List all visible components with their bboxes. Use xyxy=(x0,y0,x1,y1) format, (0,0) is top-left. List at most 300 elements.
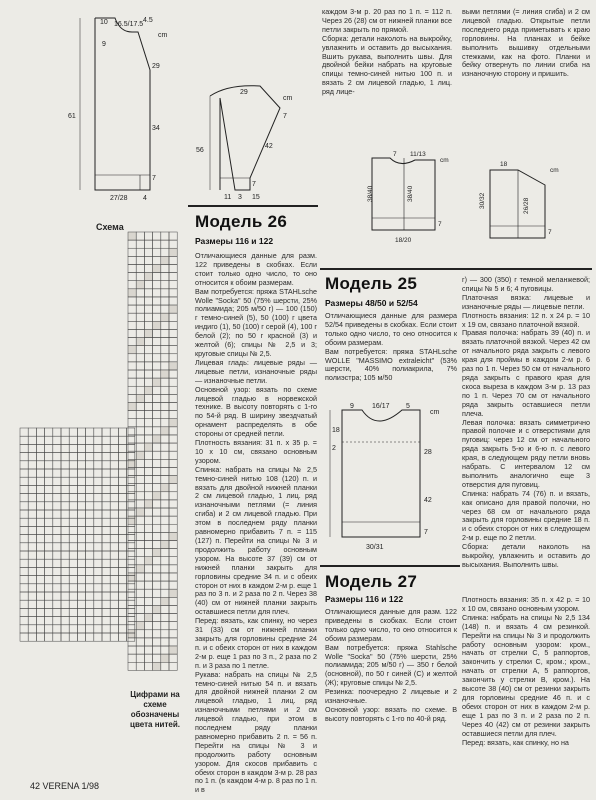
model26-title: Модель 26 xyxy=(195,212,288,231)
chart-cell xyxy=(20,444,28,452)
chart-cell xyxy=(128,354,136,362)
chart-cell xyxy=(110,625,118,633)
chart-cell xyxy=(77,502,85,510)
chart-cell xyxy=(153,362,161,370)
chart-cell xyxy=(94,502,102,510)
chart-cell xyxy=(77,444,85,452)
chart-cell xyxy=(161,597,169,605)
chart-cell xyxy=(136,313,144,321)
chart-cell xyxy=(169,354,177,362)
chart-cell xyxy=(94,436,102,444)
chart-cell xyxy=(20,461,28,469)
chart-cell xyxy=(161,281,169,289)
chart-cell xyxy=(53,510,61,518)
chart-cell xyxy=(110,526,118,534)
chart-cell xyxy=(161,378,169,386)
chart-cell xyxy=(53,526,61,534)
chart-cell xyxy=(77,584,85,592)
divider-model27-top xyxy=(320,565,460,567)
chart-cell xyxy=(110,600,118,608)
chart-cell xyxy=(28,625,36,633)
chart-cell xyxy=(36,600,44,608)
model25-title: Модель 25 xyxy=(325,274,418,293)
chart-cell xyxy=(77,625,85,633)
divider-model26-top xyxy=(188,205,318,207)
chart-cell xyxy=(136,654,144,662)
chart-cell xyxy=(161,232,169,240)
chart-cell xyxy=(118,608,126,616)
chart-cell xyxy=(45,436,53,444)
chart-cell xyxy=(20,477,28,485)
chart-cell xyxy=(69,559,77,567)
model25-sizes: Размеры 48/50 и 52/54 xyxy=(325,298,418,308)
chart-cell xyxy=(53,608,61,616)
chart-cell xyxy=(86,444,94,452)
chart-cell xyxy=(144,329,152,337)
chart-cell xyxy=(169,297,177,305)
chart-cell xyxy=(69,584,77,592)
chart-cell xyxy=(169,614,177,622)
chart-cell xyxy=(169,630,177,638)
chart-cell xyxy=(28,502,36,510)
chart-cell xyxy=(94,510,102,518)
diagram-label: 18/20 xyxy=(395,237,412,244)
chart-cell xyxy=(28,485,36,493)
chart-cell xyxy=(144,402,152,410)
chart-cell xyxy=(77,510,85,518)
chart-cell xyxy=(36,608,44,616)
chart-cell xyxy=(153,492,161,500)
chart-cell xyxy=(110,576,118,584)
chart-cell xyxy=(94,453,102,461)
chart-cell xyxy=(36,559,44,567)
chart-cell xyxy=(53,576,61,584)
diagram-label: 4 xyxy=(143,195,147,202)
chart-cell xyxy=(169,451,177,459)
chart-cell xyxy=(36,567,44,575)
chart-cell xyxy=(169,273,177,281)
diagram-label: 9 xyxy=(102,41,106,48)
chart-cell xyxy=(86,543,94,551)
chart-cell xyxy=(153,565,161,573)
chart-cell xyxy=(144,232,152,240)
chart-cell xyxy=(110,436,118,444)
chart-cell xyxy=(69,576,77,584)
chart-cell xyxy=(61,633,69,641)
chart-cell xyxy=(86,510,94,518)
chart-cell xyxy=(61,567,69,575)
chart-cell xyxy=(36,469,44,477)
chart-cell xyxy=(169,549,177,557)
chart-cell xyxy=(36,485,44,493)
chart-cell xyxy=(136,370,144,378)
chart-cell xyxy=(77,576,85,584)
chart-cell xyxy=(153,476,161,484)
chart-cell xyxy=(136,402,144,410)
chart-cell xyxy=(153,443,161,451)
chart-cell xyxy=(144,321,152,329)
chart-cell xyxy=(102,461,110,469)
chart-cell xyxy=(69,543,77,551)
chart-cell xyxy=(169,256,177,264)
chart-cell xyxy=(53,502,61,510)
chart-cell xyxy=(161,622,169,630)
diagram-label: 5 xyxy=(406,403,410,410)
chart-cell xyxy=(28,559,36,567)
chart-cell xyxy=(28,494,36,502)
chart-cell xyxy=(45,559,53,567)
chart-cell xyxy=(110,428,118,436)
chart-cell xyxy=(136,419,144,427)
chart-cell xyxy=(144,516,152,524)
chart-cell xyxy=(153,508,161,516)
diagram-label: 15 xyxy=(252,194,260,201)
model26-sizes: Размеры 116 и 122 xyxy=(195,236,274,246)
chart-cell xyxy=(136,289,144,297)
chart-cell xyxy=(77,633,85,641)
chart-cell xyxy=(144,411,152,419)
chart-cell xyxy=(136,630,144,638)
diagram-label: 18 xyxy=(332,427,340,434)
chart-cell xyxy=(136,549,144,557)
chart-cell xyxy=(20,584,28,592)
chart-cell xyxy=(86,502,94,510)
chart-cell xyxy=(20,535,28,543)
diagram-model25-front xyxy=(360,150,470,250)
diagram-label: 56 xyxy=(196,147,204,154)
diagram-label: 18 xyxy=(500,161,508,168)
chart-cell xyxy=(102,543,110,551)
chart-cell xyxy=(102,494,110,502)
chart-cell xyxy=(102,608,110,616)
chart-cell xyxy=(144,378,152,386)
chart-cell xyxy=(161,305,169,313)
chart-cell xyxy=(94,428,102,436)
chart-cell xyxy=(128,248,136,256)
chart-cell xyxy=(69,551,77,559)
chart-cell xyxy=(169,232,177,240)
chart-cell xyxy=(61,469,69,477)
chart-cell xyxy=(153,467,161,475)
chart-cell xyxy=(153,654,161,662)
chart-cell xyxy=(169,419,177,427)
diagram-label: 61 xyxy=(68,113,76,120)
chart-cell xyxy=(118,477,126,485)
chart-cell xyxy=(20,617,28,625)
chart-cell xyxy=(144,451,152,459)
chart-cell xyxy=(28,518,36,526)
chart-cell xyxy=(161,273,169,281)
chart-cell xyxy=(169,500,177,508)
chart-cell xyxy=(169,484,177,492)
chart-cell xyxy=(36,494,44,502)
chart-cell xyxy=(61,494,69,502)
diagram-label: 7 xyxy=(283,113,287,120)
chart-cell xyxy=(45,543,53,551)
chart-cell xyxy=(61,600,69,608)
chart-cell xyxy=(45,444,53,452)
chart-cell xyxy=(77,469,85,477)
chart-cell xyxy=(77,592,85,600)
chart-cell xyxy=(169,654,177,662)
chart-cell xyxy=(153,614,161,622)
chart-cell xyxy=(61,518,69,526)
chart-cell xyxy=(94,485,102,493)
chart-cell xyxy=(161,338,169,346)
chart-cell xyxy=(161,476,169,484)
chart-cell xyxy=(144,597,152,605)
chart-cell xyxy=(28,576,36,584)
chart-cell xyxy=(118,526,126,534)
chart-cell xyxy=(86,461,94,469)
chart-cell xyxy=(77,551,85,559)
chart-cell xyxy=(161,581,169,589)
chart-cell xyxy=(110,502,118,510)
chart-cell xyxy=(136,386,144,394)
page-footer: 42 VERENA 1/98 xyxy=(30,781,100,791)
chart-cell xyxy=(61,617,69,625)
chart-cell xyxy=(69,436,77,444)
chart-cell xyxy=(161,256,169,264)
chart-cell xyxy=(144,638,152,646)
chart-cell xyxy=(153,484,161,492)
chart-cell xyxy=(94,526,102,534)
chart-cell xyxy=(136,500,144,508)
chart-cell xyxy=(102,510,110,518)
chart-cell xyxy=(169,605,177,613)
chart-cell xyxy=(102,625,110,633)
chart-cell xyxy=(153,662,161,670)
chart-cell xyxy=(128,370,136,378)
chart-cell xyxy=(153,354,161,362)
chart-cell xyxy=(28,600,36,608)
chart-cell xyxy=(28,543,36,551)
chart-cell xyxy=(128,240,136,248)
chart-cell xyxy=(144,500,152,508)
chart-cell xyxy=(136,435,144,443)
chart-cell xyxy=(153,500,161,508)
chart-cell xyxy=(110,469,118,477)
chart-cell xyxy=(136,232,144,240)
chart-cell xyxy=(69,633,77,641)
chart-cell xyxy=(128,289,136,297)
chart-cell xyxy=(110,592,118,600)
chart-cell xyxy=(86,592,94,600)
chart-cell xyxy=(28,551,36,559)
chart-cell xyxy=(94,584,102,592)
chart-cell xyxy=(110,453,118,461)
chart-cell xyxy=(161,427,169,435)
chart-cell xyxy=(110,617,118,625)
chart-cell xyxy=(102,567,110,575)
chart-cell xyxy=(94,625,102,633)
chart-cell xyxy=(118,494,126,502)
chart-cell xyxy=(20,625,28,633)
chart-cell xyxy=(45,567,53,575)
chart-cell xyxy=(102,453,110,461)
chart-cell xyxy=(86,551,94,559)
chart-cell xyxy=(169,622,177,630)
chart-cell xyxy=(144,289,152,297)
chart-cell xyxy=(45,494,53,502)
chart-cell xyxy=(161,516,169,524)
chart-cell xyxy=(128,394,136,402)
chart-cell xyxy=(94,461,102,469)
chart-cell xyxy=(153,419,161,427)
chart-cell xyxy=(118,428,126,436)
chart-cell xyxy=(161,492,169,500)
chart-cell xyxy=(169,321,177,329)
chart-cell xyxy=(69,469,77,477)
chart-cell xyxy=(20,551,28,559)
diagram-label: cm xyxy=(430,409,440,416)
chart-cell xyxy=(94,551,102,559)
diagram-child-body xyxy=(50,10,180,200)
chart-cell xyxy=(144,394,152,402)
chart-cell xyxy=(128,419,136,427)
chart-cell xyxy=(45,608,53,616)
chart-cell xyxy=(20,502,28,510)
chart-cell xyxy=(77,526,85,534)
chart-cell xyxy=(169,589,177,597)
chart-cell xyxy=(144,240,152,248)
chart-cell xyxy=(153,573,161,581)
chart-cell xyxy=(61,461,69,469)
chart-cell xyxy=(86,535,94,543)
chart-cell xyxy=(61,584,69,592)
chart-cell xyxy=(153,516,161,524)
chart-cell xyxy=(102,551,110,559)
chart-cell xyxy=(128,273,136,281)
chart-cell xyxy=(128,662,136,670)
chart-cell xyxy=(136,248,144,256)
chart-cell xyxy=(94,444,102,452)
chart-cell xyxy=(144,362,152,370)
chart-cell xyxy=(94,477,102,485)
chart-cell xyxy=(28,608,36,616)
chart-cell xyxy=(45,535,53,543)
chart-cell xyxy=(94,494,102,502)
chart-cell xyxy=(53,592,61,600)
chart-cell xyxy=(118,633,126,641)
chart-cell xyxy=(153,370,161,378)
chart-cell xyxy=(28,592,36,600)
chart-cell xyxy=(136,346,144,354)
chart-cell xyxy=(169,313,177,321)
chart-cell xyxy=(169,362,177,370)
chart-cell xyxy=(136,240,144,248)
chart-cell xyxy=(102,600,110,608)
chart-cell xyxy=(169,492,177,500)
chart-cell xyxy=(161,459,169,467)
chart-cell xyxy=(144,435,152,443)
chart-cell xyxy=(94,608,102,616)
chart-cell xyxy=(161,354,169,362)
chart-cell xyxy=(136,540,144,548)
chart-cell xyxy=(169,557,177,565)
chart-cell xyxy=(161,402,169,410)
chart-cell xyxy=(161,419,169,427)
chart-cell xyxy=(153,289,161,297)
chart-cell xyxy=(36,518,44,526)
chart-cell xyxy=(153,321,161,329)
chart-cell xyxy=(86,428,94,436)
chart-cell xyxy=(118,625,126,633)
chart-cell xyxy=(136,581,144,589)
chart-cell xyxy=(153,281,161,289)
chart-cell xyxy=(136,622,144,630)
chart-cell xyxy=(161,549,169,557)
chart-cell xyxy=(28,477,36,485)
chart-cell xyxy=(53,469,61,477)
model27-body: Отличающиеся данные для разм. 122 приведены в скобках. Если стоит только одно число, то оно относится к обоим размерам. Вам потребуется: пряжа Stahlsche Wolle "Socka" 50 (75% шерсти, 25% полиамида; 205 м/50 г) — 350 г белой (основной), по 50 г синей (С) и желтой (Ж); круговые спицы № 2,5. Резинка: поочередно 2 лицевые и 2 изнаночные. Основной узор: вязать по схеме. В высоту повторять с 1-го по 40-й ряд. xyxy=(325,607,457,723)
chart-cell xyxy=(153,313,161,321)
chart-cell xyxy=(86,494,94,502)
diagram-model26 xyxy=(322,402,452,552)
chart-cell xyxy=(20,436,28,444)
chart-cell xyxy=(153,378,161,386)
chart-cell xyxy=(161,411,169,419)
chart-cell xyxy=(86,633,94,641)
chart-cell xyxy=(128,338,136,346)
chart-cell xyxy=(169,264,177,272)
chart-cell xyxy=(118,543,126,551)
chart-cell xyxy=(36,444,44,452)
chart-cell xyxy=(118,510,126,518)
chart-cell xyxy=(86,436,94,444)
chart-cell xyxy=(144,630,152,638)
chart-cell xyxy=(128,329,136,337)
chart-cell xyxy=(153,346,161,354)
chart-cell xyxy=(69,592,77,600)
diagram-label: 38/40 xyxy=(407,185,414,202)
chart-cell xyxy=(161,654,169,662)
chart-cell xyxy=(45,592,53,600)
chart-cell xyxy=(144,256,152,264)
chart-cell xyxy=(20,559,28,567)
chart-cell xyxy=(153,232,161,240)
chart-cell xyxy=(53,633,61,641)
chart-cell xyxy=(94,535,102,543)
chart-cell xyxy=(144,581,152,589)
chart-cell xyxy=(128,256,136,264)
chart-cell xyxy=(136,264,144,272)
chart-cell xyxy=(20,526,28,534)
chart-cell xyxy=(61,444,69,452)
chart-cell xyxy=(161,532,169,540)
diagram-label: cm xyxy=(440,157,449,164)
chart-cell xyxy=(94,567,102,575)
diagram-label: 38/40 xyxy=(367,185,374,202)
chart-cell xyxy=(77,428,85,436)
chart-cell xyxy=(153,540,161,548)
chart-cell xyxy=(136,273,144,281)
chart-cell xyxy=(144,654,152,662)
chart-cell xyxy=(28,461,36,469)
chart-cell xyxy=(69,461,77,469)
chart-cell xyxy=(77,543,85,551)
chart-cell xyxy=(45,453,53,461)
chart-cell xyxy=(53,436,61,444)
chart-cell xyxy=(86,617,94,625)
chart-cell xyxy=(20,576,28,584)
chart-cell xyxy=(69,625,77,633)
chart-cell xyxy=(136,573,144,581)
diagram-label: 7 xyxy=(548,229,552,236)
chart-cell xyxy=(77,453,85,461)
chart-cell xyxy=(153,630,161,638)
chart-cell xyxy=(161,638,169,646)
